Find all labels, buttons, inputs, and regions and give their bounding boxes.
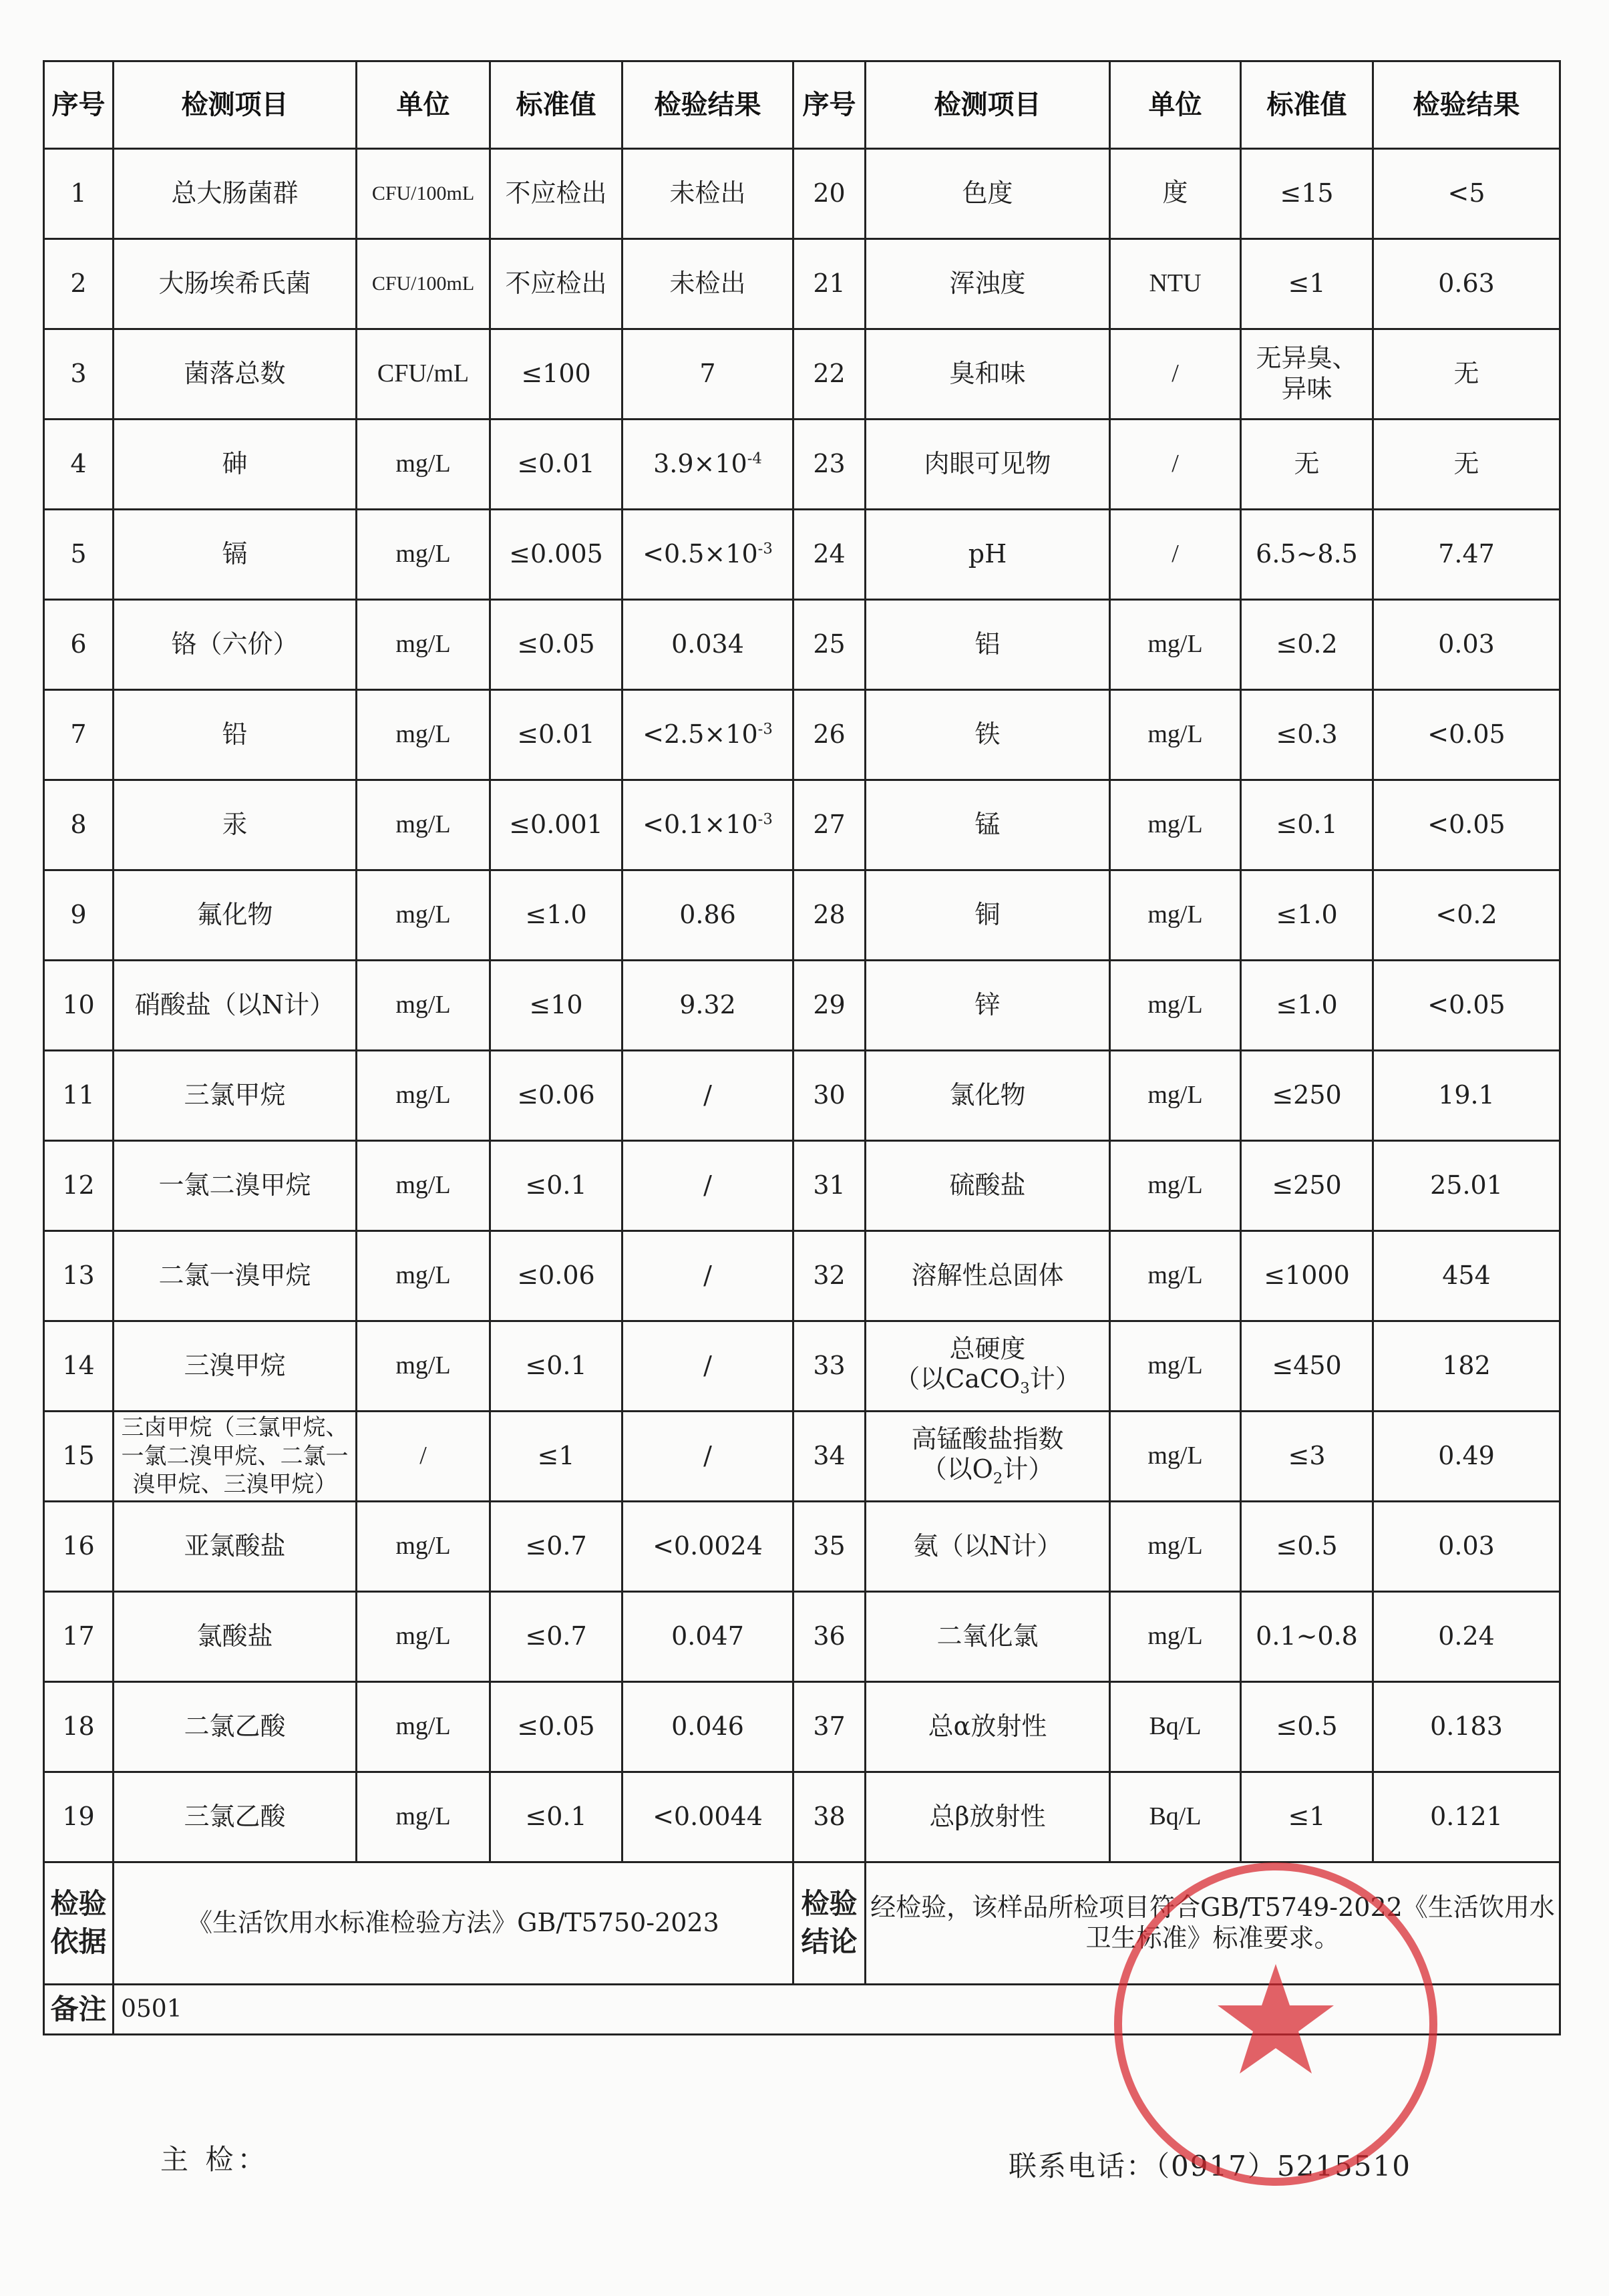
standard-value: ≤0.06 <box>490 1051 622 1141</box>
test-result: <5 <box>1373 149 1560 239</box>
unit: mg/L <box>357 1141 490 1231</box>
standard-value: ≤250 <box>1241 1051 1373 1141</box>
test-item: 总大肠菌群 <box>114 149 357 239</box>
unit: / <box>1110 329 1241 420</box>
row-number: 23 <box>793 420 866 510</box>
test-item <box>866 1321 1110 1412</box>
test-result: 7.47 <box>1373 510 1560 600</box>
table-row <box>44 149 1560 239</box>
table-body <box>44 61 1560 1862</box>
row-number: 38 <box>793 1772 866 1862</box>
table-row <box>44 870 1560 961</box>
table-row <box>44 239 1560 329</box>
test-item: 铅 <box>114 690 357 780</box>
test-item: 菌落总数 <box>114 329 357 420</box>
row-number: 17 <box>44 1592 114 1682</box>
test-result: 454 <box>1373 1231 1560 1321</box>
test-result: 9.32 <box>622 961 793 1051</box>
row-number: 9 <box>44 870 114 961</box>
table-row <box>44 600 1560 690</box>
result-exponent: -3 <box>757 810 773 828</box>
row-number: 36 <box>793 1592 866 1682</box>
standard-value: ≤0.005 <box>490 510 622 600</box>
basis-prefix: （以CaCO <box>894 1364 1021 1394</box>
test-item: 氨（以N计） <box>866 1502 1110 1592</box>
test-item: 浑浊度 <box>866 239 1110 329</box>
standard-value: ≤0.7 <box>490 1592 622 1682</box>
test-result <box>622 420 793 510</box>
test-item-name: 高锰酸盐指数 <box>911 1424 1064 1454</box>
standard-value: ≤0.06 <box>490 1231 622 1321</box>
basis-subscript: 3 <box>1020 1379 1030 1398</box>
test-item: 三氯甲烷 <box>114 1051 357 1141</box>
test-result: 0.047 <box>622 1592 793 1682</box>
row-number: 16 <box>44 1502 114 1592</box>
standard-value: ≤0.1 <box>490 1772 622 1862</box>
test-result: <0.05 <box>1373 780 1560 870</box>
unit: mg/L <box>357 1231 490 1321</box>
row-number: 14 <box>44 1321 114 1412</box>
unit: CFU/100mL <box>357 239 490 329</box>
table-row <box>44 329 1560 420</box>
test-result: 0.034 <box>622 600 793 690</box>
test-result <box>622 510 793 600</box>
test-result: 0.03 <box>1373 1502 1560 1592</box>
unit: mg/L <box>357 1321 490 1412</box>
test-item: 总β放射性 <box>866 1772 1110 1862</box>
row-number: 26 <box>793 690 866 780</box>
test-result <box>622 690 793 780</box>
test-result: 0.183 <box>1373 1682 1560 1772</box>
standard-value: ≤0.01 <box>490 420 622 510</box>
unit: mg/L <box>1110 1592 1241 1682</box>
row-number: 21 <box>793 239 866 329</box>
standard-value: ≤0.2 <box>1241 600 1373 690</box>
test-item: 铝 <box>866 600 1110 690</box>
basis-prefix: （以O <box>921 1454 993 1484</box>
header-result-right: 检验结果 <box>1373 61 1560 149</box>
unit: mg/L <box>357 1592 490 1682</box>
test-item: 色度 <box>866 149 1110 239</box>
unit: mg/L <box>1110 1231 1241 1321</box>
standard-value: ≤0.5 <box>1241 1502 1373 1592</box>
header-no: 序号 <box>44 61 114 149</box>
result-exponent: -4 <box>747 450 762 468</box>
basis-suffix: 计） <box>1003 1454 1054 1484</box>
standard-value: 6.5~8.5 <box>1241 510 1373 600</box>
test-result: / <box>622 1141 793 1231</box>
test-item-basis <box>869 1454 1106 1488</box>
test-result: <0.0044 <box>622 1772 793 1862</box>
unit: mg/L <box>357 870 490 961</box>
test-item: 溶解性总固体 <box>866 1231 1110 1321</box>
basis-label: 检验依据 <box>44 1862 114 1985</box>
test-result: 0.121 <box>1373 1772 1560 1862</box>
unit: mg/L <box>1110 961 1241 1051</box>
unit: mg/L <box>1110 780 1241 870</box>
test-item: pH <box>866 510 1110 600</box>
row-number: 32 <box>793 1231 866 1321</box>
table-row <box>44 1592 1560 1682</box>
test-result: 0.24 <box>1373 1592 1560 1682</box>
test-item: 氯化物 <box>866 1051 1110 1141</box>
row-number: 35 <box>793 1502 866 1592</box>
test-result: 0.86 <box>622 870 793 961</box>
row-number: 13 <box>44 1231 114 1321</box>
unit: mg/L <box>1110 1412 1241 1502</box>
unit: Bq/L <box>1110 1682 1241 1772</box>
header-result: 检验结果 <box>622 61 793 149</box>
row-number: 18 <box>44 1682 114 1772</box>
standard-value: ≤10 <box>490 961 622 1051</box>
unit: mg/L <box>357 1051 490 1141</box>
table-row <box>44 690 1560 780</box>
standard-value: 0.1~0.8 <box>1241 1592 1373 1682</box>
standard-value: 不应检出 <box>490 239 622 329</box>
row-number: 6 <box>44 600 114 690</box>
test-result: 19.1 <box>1373 1051 1560 1141</box>
standard-value: ≤450 <box>1241 1321 1373 1412</box>
unit: mg/L <box>357 510 490 600</box>
standard-value: ≤250 <box>1241 1141 1373 1231</box>
standard-value: ≤0.1 <box>490 1321 622 1412</box>
row-number: 25 <box>793 600 866 690</box>
note-row <box>44 1985 1560 2035</box>
note-value: 0501 <box>114 1985 1560 2035</box>
test-item: 锰 <box>866 780 1110 870</box>
standard-value: ≤0.05 <box>490 600 622 690</box>
standard-value: ≤0.3 <box>1241 690 1373 780</box>
unit: / <box>357 1412 490 1502</box>
header-row <box>44 61 1560 149</box>
test-item: 硫酸盐 <box>866 1141 1110 1231</box>
standard-value: ≤1.0 <box>1241 870 1373 961</box>
header-std: 标准值 <box>490 61 622 149</box>
test-result: <0.05 <box>1373 690 1560 780</box>
standard-value: ≤0.01 <box>490 690 622 780</box>
test-item: 氯酸盐 <box>114 1592 357 1682</box>
row-number: 10 <box>44 961 114 1051</box>
row-number: 19 <box>44 1772 114 1862</box>
test-result: / <box>622 1321 793 1412</box>
test-item: 三溴甲烷 <box>114 1321 357 1412</box>
basis-conclusion-row <box>44 1862 1560 1985</box>
test-result <box>622 780 793 870</box>
test-result: 无 <box>1373 420 1560 510</box>
contact-phone: 联系电话：（0917）5215510 <box>1009 2150 1411 2182</box>
row-number: 2 <box>44 239 114 329</box>
test-item: 臭和味 <box>866 329 1110 420</box>
standard-value: ≤1 <box>490 1412 622 1502</box>
row-number: 37 <box>793 1682 866 1772</box>
table-row <box>44 1321 1560 1412</box>
test-result: 0.046 <box>622 1682 793 1772</box>
unit: mg/L <box>357 961 490 1051</box>
result-exponent: -3 <box>757 720 773 738</box>
row-number: 7 <box>44 690 114 780</box>
unit: mg/L <box>1110 1321 1241 1412</box>
test-results-table <box>43 60 1561 2035</box>
row-number: 30 <box>793 1051 866 1141</box>
unit: mg/L <box>1110 870 1241 961</box>
test-result: 182 <box>1373 1321 1560 1412</box>
unit: mg/L <box>357 600 490 690</box>
test-item-name: 总硬度 <box>949 1333 1026 1363</box>
table-row <box>44 1772 1560 1862</box>
header-no-right: 序号 <box>793 61 866 149</box>
result-exponent: -3 <box>757 540 773 558</box>
table-row <box>44 510 1560 600</box>
standard-value: ≤15 <box>1241 149 1373 239</box>
test-result: / <box>622 1231 793 1321</box>
standard-value: ≤1.0 <box>490 870 622 961</box>
standard-value: ≤0.001 <box>490 780 622 870</box>
row-number: 24 <box>793 510 866 600</box>
row-number: 33 <box>793 1321 866 1412</box>
standard-value: 无 <box>1241 420 1373 510</box>
row-number: 11 <box>44 1051 114 1141</box>
table-row <box>44 1412 1560 1502</box>
row-number: 12 <box>44 1141 114 1231</box>
table-row <box>44 1231 1560 1321</box>
standard-value: ≤100 <box>490 329 622 420</box>
standard-value: ≤3 <box>1241 1412 1373 1502</box>
unit: / <box>1110 510 1241 600</box>
test-result: 未检出 <box>622 149 793 239</box>
table-row <box>44 1051 1560 1141</box>
unit: mg/L <box>357 690 490 780</box>
header-unit-right: 单位 <box>1110 61 1241 149</box>
header-std-right: 标准值 <box>1241 61 1373 149</box>
test-item: 铜 <box>866 870 1110 961</box>
test-item-basis <box>869 1364 1106 1398</box>
test-item: 大肠埃希氏菌 <box>114 239 357 329</box>
test-item: 镉 <box>114 510 357 600</box>
test-item: 砷 <box>114 420 357 510</box>
test-item: 二氯乙酸 <box>114 1682 357 1772</box>
row-number: 3 <box>44 329 114 420</box>
row-number: 27 <box>793 780 866 870</box>
test-result: 25.01 <box>1373 1141 1560 1231</box>
test-item: 亚氯酸盐 <box>114 1502 357 1592</box>
test-item: 二氧化氯 <box>866 1592 1110 1682</box>
table-row <box>44 420 1560 510</box>
standard-value: ≤0.5 <box>1241 1682 1373 1772</box>
unit: 度 <box>1110 149 1241 239</box>
table-row <box>44 1141 1560 1231</box>
test-result: 0.63 <box>1373 239 1560 329</box>
unit: mg/L <box>1110 1502 1241 1592</box>
test-result: <0.2 <box>1373 870 1560 961</box>
test-result: <0.0024 <box>622 1502 793 1592</box>
table-row <box>44 961 1560 1051</box>
result-mantissa: 3.9×10 <box>653 449 747 479</box>
standard-value: ≤0.7 <box>490 1502 622 1592</box>
inspector-label: 主 检： <box>160 2143 270 2176</box>
result-mantissa: <2.5×10 <box>643 719 758 750</box>
standard-value: ≤0.1 <box>490 1141 622 1231</box>
test-item: 锌 <box>866 961 1110 1051</box>
test-result: 0.49 <box>1373 1412 1560 1502</box>
test-item: 汞 <box>114 780 357 870</box>
test-result: 0.03 <box>1373 600 1560 690</box>
test-result: / <box>622 1051 793 1141</box>
table-row <box>44 780 1560 870</box>
test-item: 氟化物 <box>114 870 357 961</box>
table-row <box>44 1682 1560 1772</box>
test-item: 总α放射性 <box>866 1682 1110 1772</box>
unit: CFU/mL <box>357 329 490 420</box>
standard-value: ≤1.0 <box>1241 961 1373 1051</box>
standard-value: ≤1 <box>1241 239 1373 329</box>
test-item: 一氯二溴甲烷 <box>114 1141 357 1231</box>
result-mantissa: <0.5×10 <box>643 539 758 569</box>
test-item: 铁 <box>866 690 1110 780</box>
unit: mg/L <box>357 780 490 870</box>
test-item <box>866 1412 1110 1502</box>
unit: mg/L <box>1110 690 1241 780</box>
test-result: 无 <box>1373 329 1560 420</box>
unit: mg/L <box>357 1502 490 1592</box>
row-number: 20 <box>793 149 866 239</box>
row-number: 4 <box>44 420 114 510</box>
test-result: 7 <box>622 329 793 420</box>
unit: mg/L <box>1110 600 1241 690</box>
basis-suffix: 计） <box>1029 1364 1081 1394</box>
test-item: 三氯乙酸 <box>114 1772 357 1862</box>
standard-value: ≤1000 <box>1241 1231 1373 1321</box>
unit: mg/L <box>357 1772 490 1862</box>
standard-value: ≤0.05 <box>490 1682 622 1772</box>
basis-subscript: 2 <box>993 1470 1003 1488</box>
unit: mg/L <box>1110 1051 1241 1141</box>
header-item-right: 检测项目 <box>866 61 1110 149</box>
row-number: 8 <box>44 780 114 870</box>
row-number: 15 <box>44 1412 114 1502</box>
header-unit: 单位 <box>357 61 490 149</box>
basis-value: 《生活饮用水标准检验方法》GB/T5750-2023 <box>114 1862 793 1985</box>
row-number: 34 <box>793 1412 866 1502</box>
unit: Bq/L <box>1110 1772 1241 1862</box>
row-number: 5 <box>44 510 114 600</box>
row-number: 31 <box>793 1141 866 1231</box>
unit: NTU <box>1110 239 1241 329</box>
test-result: 未检出 <box>622 239 793 329</box>
standard-value: 不应检出 <box>490 149 622 239</box>
test-result: / <box>622 1412 793 1502</box>
header-item: 检测项目 <box>114 61 357 149</box>
unit: CFU/100mL <box>357 149 490 239</box>
conclusion-value: 经检验，该样品所检项目符合GB/T5749-2022《生活饮用水卫生标准》标准要求。 <box>866 1862 1560 1985</box>
standard-value: 无异臭、异味 <box>1241 329 1373 420</box>
unit: mg/L <box>357 420 490 510</box>
test-item: 三卤甲烷（三氯甲烷、一氯二溴甲烷、二氯一溴甲烷、三溴甲烷） <box>114 1412 357 1502</box>
row-number: 1 <box>44 149 114 239</box>
row-number: 29 <box>793 961 866 1051</box>
test-item: 二氯一溴甲烷 <box>114 1231 357 1321</box>
table-row <box>44 1502 1560 1592</box>
row-number: 22 <box>793 329 866 420</box>
result-mantissa: <0.1×10 <box>643 810 758 840</box>
unit: mg/L <box>357 1682 490 1772</box>
conclusion-label: 检验结论 <box>793 1862 866 1985</box>
note-label: 备注 <box>44 1985 114 2035</box>
row-number: 28 <box>793 870 866 961</box>
standard-value: ≤0.1 <box>1241 780 1373 870</box>
test-item: 肉眼可见物 <box>866 420 1110 510</box>
unit: / <box>1110 420 1241 510</box>
test-item: 硝酸盐（以N计） <box>114 961 357 1051</box>
test-result: <0.05 <box>1373 961 1560 1051</box>
test-item: 铬（六价） <box>114 600 357 690</box>
unit: mg/L <box>1110 1141 1241 1231</box>
standard-value: ≤1 <box>1241 1772 1373 1862</box>
